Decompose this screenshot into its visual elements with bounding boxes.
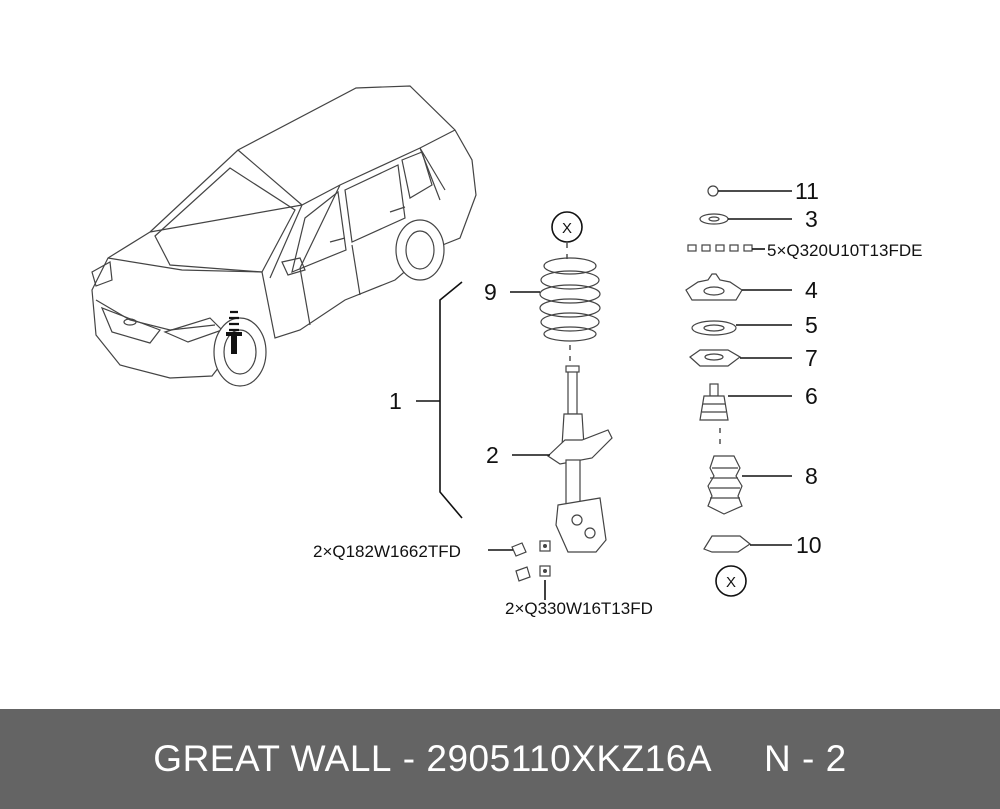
- cap-11: [708, 186, 718, 196]
- footer-bar: [0, 709, 1000, 809]
- bump-stop-6: [700, 384, 728, 420]
- shock-absorber: [548, 366, 612, 552]
- spring-seat-7: [690, 350, 740, 366]
- x-marker-top: [552, 212, 582, 242]
- code-nut-bottom: 2×Q330W16T13FD: [505, 599, 653, 618]
- callout-5: 5: [805, 312, 818, 338]
- callout-10: 10: [796, 532, 822, 558]
- callout-1: 1: [389, 388, 402, 414]
- callout-7: 7: [805, 345, 818, 371]
- code-bolt-left: 2×Q182W1662TFD: [313, 542, 461, 561]
- callout-3: 3: [805, 206, 818, 232]
- x-marker-bottom: [716, 566, 746, 596]
- callout-6: 6: [805, 383, 818, 409]
- washer-3: [700, 214, 728, 224]
- callout-8: 8: [805, 463, 818, 489]
- bearing-5: [692, 321, 736, 335]
- code-nut-top: 5×Q320U10T13FDE: [767, 241, 923, 260]
- dust-boot-8: [708, 456, 742, 514]
- footer-part-number: 2905110XKZ16A: [426, 738, 712, 779]
- car-illustration: [92, 86, 476, 386]
- coil-spring: [540, 258, 600, 341]
- footer-separator: -: [392, 738, 427, 779]
- fastener-bolts: [512, 541, 550, 581]
- footer-page: N - 2: [764, 738, 847, 779]
- top-mount-4: [686, 274, 742, 300]
- mounting-nuts: [688, 245, 752, 251]
- svg-text:X: X: [561, 220, 573, 237]
- callout-9: 9: [484, 279, 497, 305]
- footer-brand: GREAT WALL: [153, 738, 393, 779]
- callout-11: 11: [795, 178, 819, 204]
- lower-seat-10: [704, 536, 750, 552]
- callout-4: 4: [805, 277, 818, 303]
- svg-text:X: X: [725, 574, 737, 591]
- callout-2: 2: [486, 442, 499, 468]
